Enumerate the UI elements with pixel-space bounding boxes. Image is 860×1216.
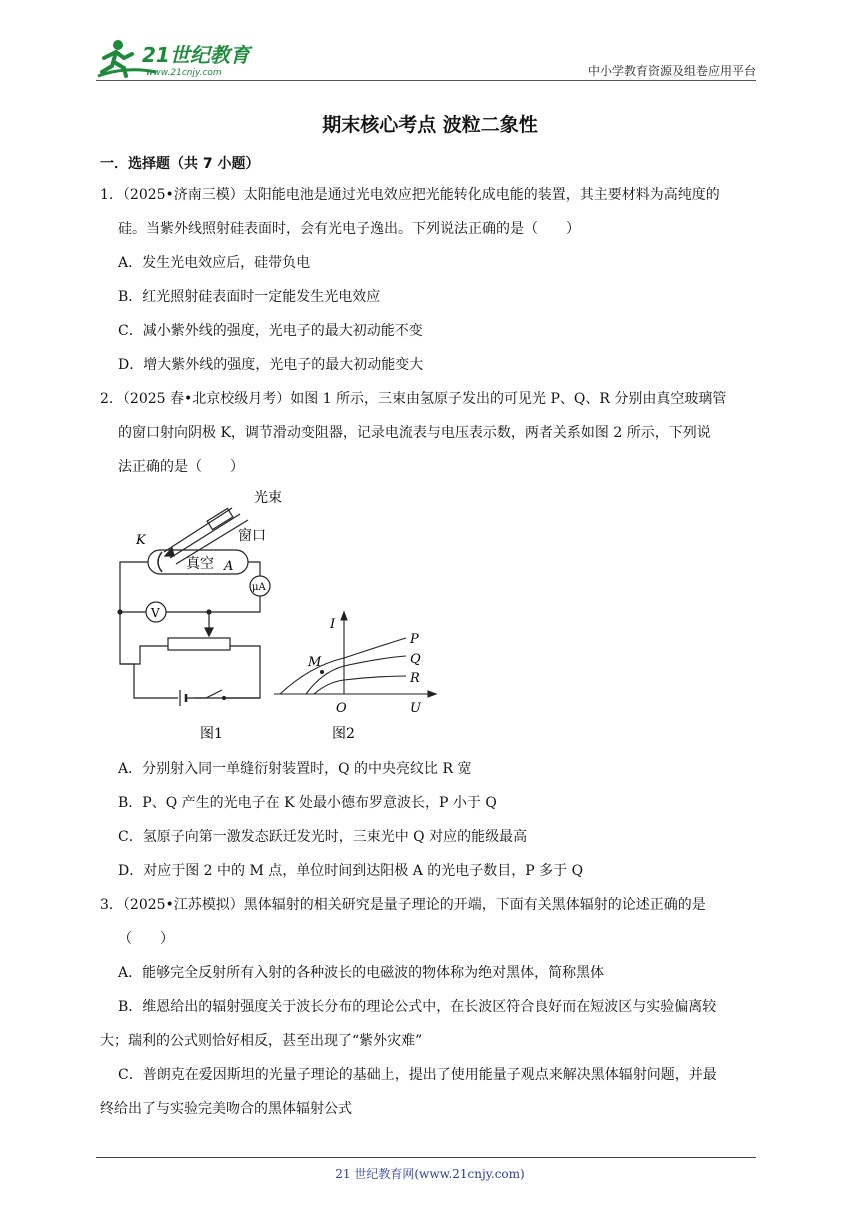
voltmeter-icon: V: [151, 606, 160, 620]
q2-stem-line2: 的窗口射向阴极 K，调节滑动变阻器，记录电流表与电压表示数，两者关系如图 2 所示，下列说: [118, 425, 711, 441]
q3-stem-line2: （ ）: [118, 931, 174, 947]
circuit-and-graph-figure: [110, 486, 450, 748]
q1-option-c: C．减小紫外线的强度，光电子的最大初动能不变: [118, 323, 423, 339]
ammeter-icon: μA: [252, 582, 266, 593]
footer-divider: [96, 1157, 756, 1158]
q3-option-b-line2: 大；瑞利的公式则恰好相反，甚至出现了“紫外灾难”: [100, 1033, 423, 1049]
q1-option-b: B．红光照射硅表面时一定能发生光电效应: [118, 289, 381, 305]
page-title: 期末核心考点 波粒二象性: [322, 114, 538, 136]
q2-option-a: A．分别射入同一单缝衍射装置时，Q 的中央亮纹比 R 宽: [118, 761, 472, 777]
q1-stem-line1: 1．（2025•济南三模）太阳能电池是通过光电效应把光能转化成电能的装置，其主要材料为高纯度的: [100, 187, 720, 203]
fig1-beam-label: 光束: [254, 490, 282, 506]
logo-text: 21世纪教育: [142, 43, 250, 67]
section-heading: 一．选择题（共 7 小题）: [100, 156, 260, 172]
q2-option-c: C．氢原子向第一激发态跃迁发光时，三束光中 Q 对应的能级最高: [118, 829, 528, 845]
q1-stem-line2: 硅。当紫外线照射硅表面时，会有光电子逸出。下列说法正确的是（ ）: [118, 221, 580, 237]
fig2-curve-p: P: [410, 632, 419, 647]
fig2-axis-i: I: [330, 617, 336, 632]
site-logo: [96, 36, 256, 80]
fig2-caption: 图2: [332, 726, 355, 742]
fig1-window-label: 窗口: [238, 528, 266, 544]
q2-figures: [110, 486, 450, 748]
fig2-axis-u: U: [410, 701, 421, 716]
q2-stem-line3: 法正确的是（ ）: [118, 459, 244, 475]
footer-link[interactable]: 21 世纪教育网(www.21cnjy.com): [335, 1167, 525, 1181]
q2-option-d: D．对应于图 2 中的 M 点，单位时间到达阳极 A 的光电子数目，P 多于 Q: [118, 863, 584, 879]
fig1-vacuum-label: 真空: [186, 556, 214, 572]
runner-logo-icon: [96, 36, 256, 80]
fig2-point-m: M: [308, 655, 322, 670]
fig1-caption: 图1: [200, 726, 223, 742]
q1-option-a: A．发生光电效应后，硅带负电: [118, 255, 311, 271]
q3-option-b-line1: B．维恩给出的辐射强度关于波长分布的理论公式中，在长波区符合良好而在短波区与实验偏离较: [118, 999, 717, 1015]
q3-option-c-line1: C．普朗克在爱因斯坦的光量子理论的基础上，提出了使用能量子观点来解决黑体辐射问题，并最: [118, 1067, 717, 1083]
fig2-origin: O: [336, 701, 347, 716]
q2-option-b: B．P、Q 产生的光电子在 K 处最小德布罗意波长，P 小于 Q: [118, 795, 497, 811]
platform-name: 中小学教育资源及组卷应用平台: [587, 64, 756, 78]
fig2-curve-q: Q: [410, 652, 421, 667]
fig2-curve-r: R: [410, 671, 420, 686]
fig1-k-label: K: [136, 533, 146, 548]
q3-option-a: A．能够完全反射所有入射的各种波长的电磁波的物体称为绝对黑体，简称黑体: [118, 965, 605, 981]
q2-stem-line1: 2．（2025 春•北京校级月考）如图 1 所示，三束由氢原子发出的可见光 P、Q、R 分别由真空玻璃管: [100, 391, 727, 407]
q3-option-c-line2: 终给出了与实验完美吻合的黑体辐射公式: [100, 1101, 352, 1117]
q1-option-d: D．增大紫外线的强度，光电子的最大初动能变大: [118, 357, 424, 373]
logo-url: www.21cnjy.com: [146, 68, 222, 78]
q3-stem-line1: 3．（2025•江苏模拟）黑体辐射的相关研究是量子理论的开端，下面有关黑体辐射的论述正确的是: [100, 897, 706, 913]
header-divider: [96, 80, 756, 81]
fig1-anode-label: A: [224, 559, 234, 574]
